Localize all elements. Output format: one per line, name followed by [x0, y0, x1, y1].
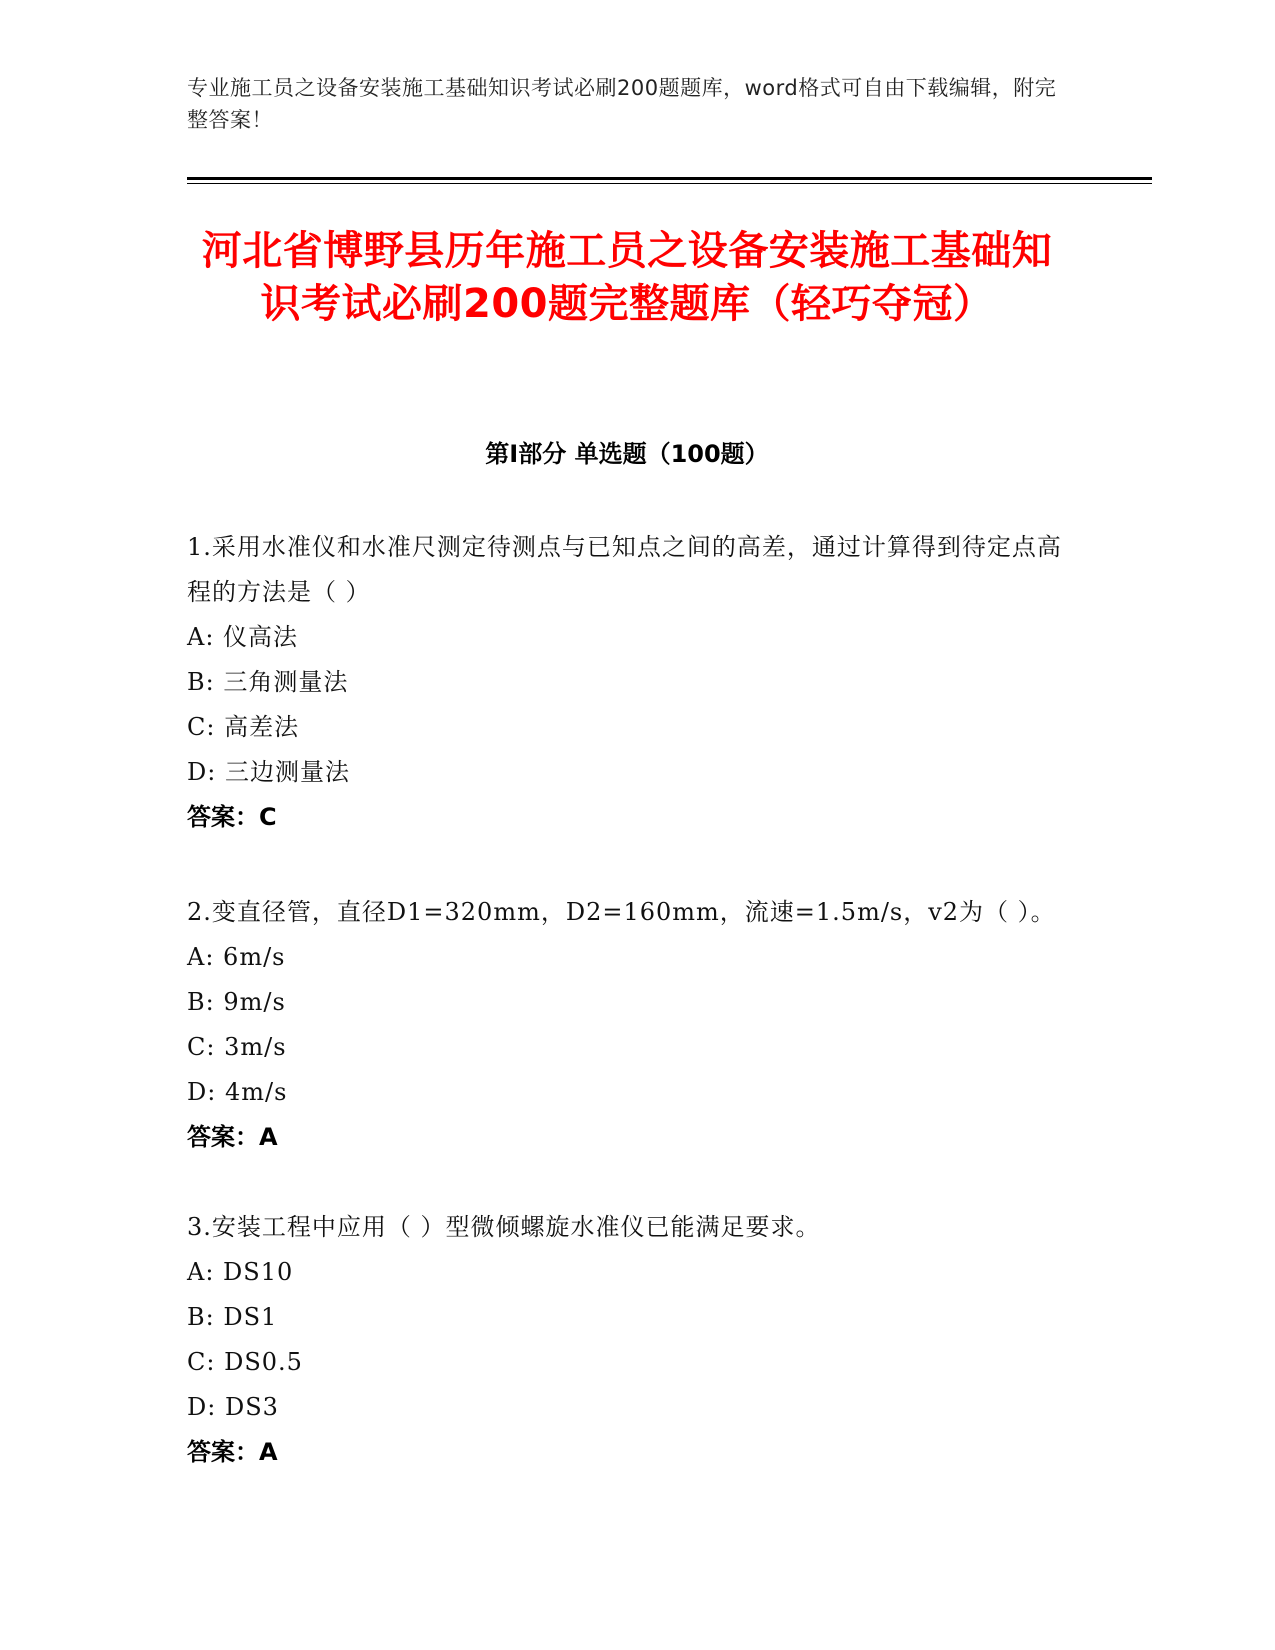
option-c: C: 3m/s: [187, 1033, 287, 1061]
question-3: [187, 1205, 1067, 1475]
document-title: 河北省博野县历年施工员之设备安装施工基础知识考试必刷200题完整题库（轻巧夺冠）: [201, 228, 1053, 327]
question-1: [187, 525, 1067, 840]
answer: 答案：A: [187, 1438, 278, 1466]
header-divider-thin: [187, 183, 1152, 184]
option-d: D: 三边测量法: [187, 758, 350, 786]
option-d: D: DS3: [187, 1393, 279, 1421]
question-stem: 2.变直径管，直径D1=320mm，D2=160mm，流速=1.5m/s，v2为（ ）。: [187, 898, 1056, 926]
option-c: C: 高差法: [187, 713, 300, 741]
question-2: [187, 890, 1067, 1160]
option-b: B: 9m/s: [187, 988, 286, 1016]
answer: 答案：A: [187, 1123, 278, 1151]
option-b: B: 三角测量法: [187, 668, 349, 696]
option-c: C: DS0.5: [187, 1348, 303, 1376]
answer: 答案：C: [187, 803, 277, 831]
option-a: A: DS10: [187, 1258, 294, 1286]
question-stem: 1.采用水准仪和水准尺测定待测点与已知点之间的高差，通过计算得到待定点高程的方法是（ ）: [187, 533, 1062, 606]
question-stem: 3.安装工程中应用（ ）型微倾螺旋水准仪已能满足要求。: [187, 1213, 821, 1241]
option-b: B: DS1: [187, 1303, 278, 1331]
section-title: 第Ⅰ部分 单选题（100题）: [485, 440, 769, 468]
header-divider-thick: [187, 177, 1152, 180]
header-note: 专业施工员之设备安装施工基础知识考试必刷200题题库，word格式可自由下载编辑，附完整答案！: [187, 76, 1057, 132]
option-a: A: 6m/s: [187, 943, 286, 971]
option-a: A: 仪高法: [187, 623, 299, 651]
option-d: D: 4m/s: [187, 1078, 288, 1106]
